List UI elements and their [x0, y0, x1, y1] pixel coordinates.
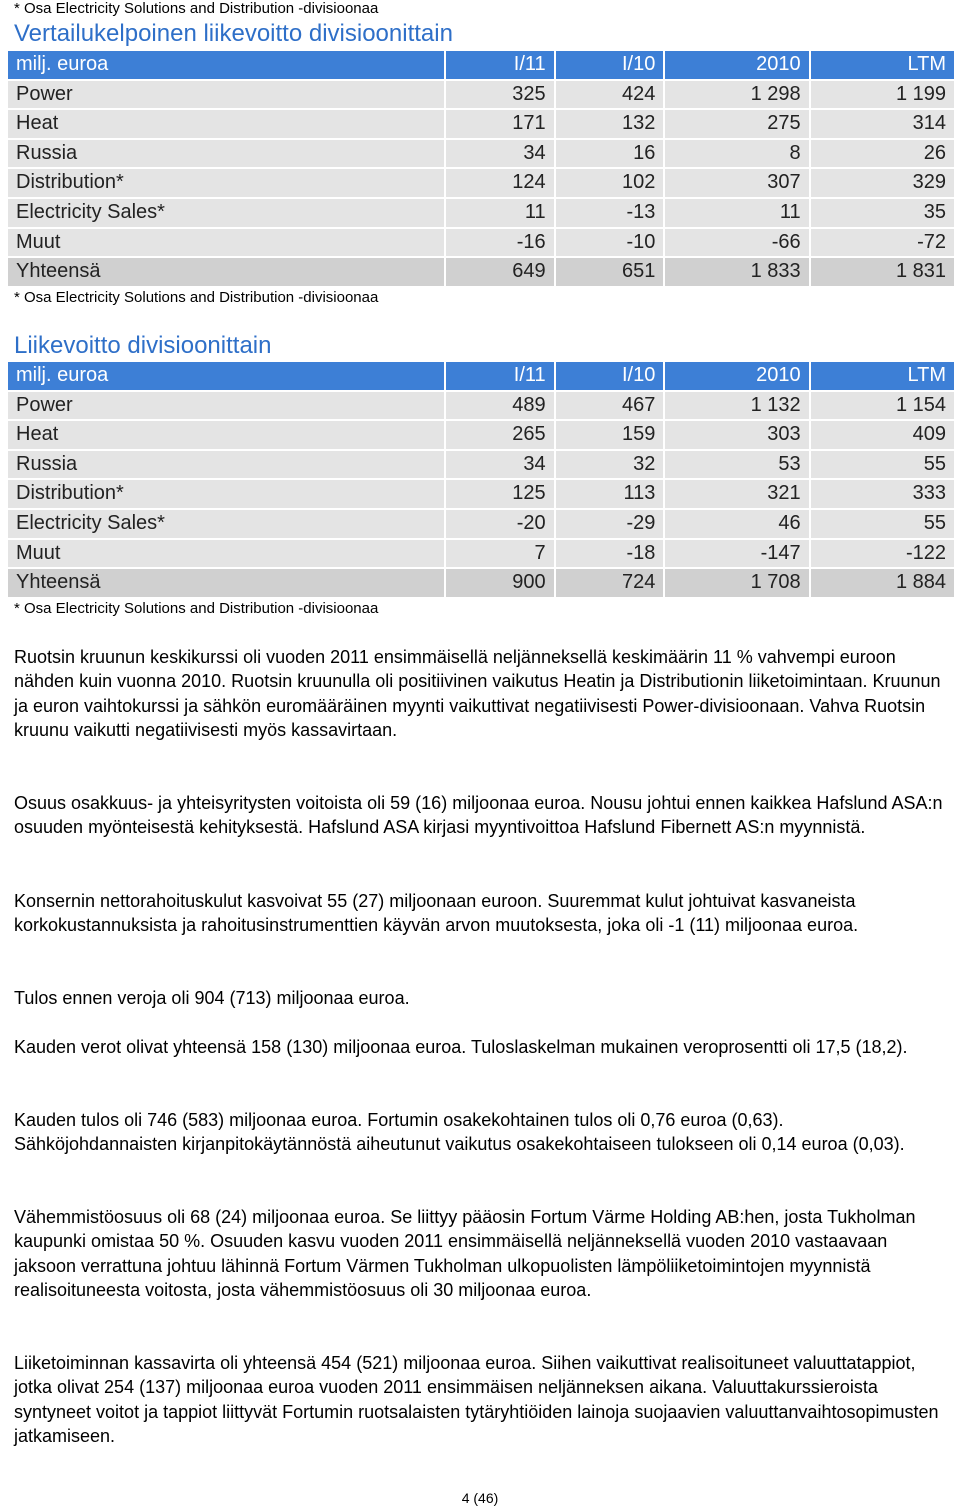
cell-value: 34	[444, 140, 554, 168]
cell-value: 265	[444, 421, 554, 449]
row-label: Electricity Sales*	[8, 510, 444, 538]
table-row	[8, 421, 954, 449]
column-header: milj. euroa	[8, 362, 444, 390]
cell-value: 34	[444, 451, 554, 479]
cell-value: 171	[444, 110, 554, 138]
cell-value: 159	[554, 421, 664, 449]
table-row	[8, 540, 954, 568]
column-header: 2010	[663, 362, 808, 390]
cell-value: 1 884	[809, 569, 954, 597]
paragraph-exchange-rate: Ruotsin kruunun keskikurssi oli vuoden 2011 ensimmäisellä neljänneksellä keskimäärin 11 % vahvempi euroon nähden kuin vuonna 2010. Ruotsin kruunulla oli positiivinen vaikutus Heatin ja Distributionin liiketoimintaan. Kruunun ja euron vaihtokurssi ja sähkön euromääräinen myynti vaikuttivat negatiivisesti Power-divisioonaan. Vahva Ruotsin kruunu vaikutti negatiivisesti myös kassavirtaan.	[14, 647, 941, 741]
cell-value: 8	[663, 140, 808, 168]
row-label: Electricity Sales*	[8, 199, 444, 227]
cell-value: -122	[809, 540, 954, 568]
table2-title: Liikevoitto divisioonittain	[14, 332, 272, 359]
cell-value: 55	[809, 510, 954, 538]
table-row	[8, 169, 954, 197]
cell-value: 275	[663, 110, 808, 138]
cell-value: 102	[554, 169, 664, 197]
paragraph-minority-interest: Vähemmistöosuus oli 68 (24) miljoonaa euroa. Se liittyy pääosin Fortum Värme Holding AB:hen, josta Tukholman kaupunki omistaa 50 %. Osuuden kasvu vuoden 2011 ensimmäisellä neljänneksellä vuoden 2010 vastaavaan jaksoon verrattuna johtuu lähinnä Fortum Värmen Tukholman ulkopuolisten lämpöliiketoimintojen myynnistä realisoituneesta voitosta, josta vähemmistöosuus oli 30 miljoonaa euroa.	[14, 1207, 916, 1301]
column-header: LTM	[809, 362, 954, 390]
cell-value: -13	[554, 199, 664, 227]
table-row	[8, 392, 954, 420]
row-label: Russia	[8, 451, 444, 479]
cell-value: 329	[809, 169, 954, 197]
column-header: I/11	[444, 51, 554, 79]
cell-value: 489	[444, 392, 554, 420]
cell-value: 467	[554, 392, 664, 420]
column-header: I/10	[554, 51, 664, 79]
operating-profit-table	[8, 360, 954, 599]
cell-value: 46	[663, 510, 808, 538]
cell-value: 307	[663, 169, 808, 197]
cell-value: 7	[444, 540, 554, 568]
cell-value: 113	[554, 480, 664, 508]
table-total-row	[8, 258, 954, 286]
column-header: I/10	[554, 362, 664, 390]
cell-value: 11	[663, 199, 808, 227]
cell-value: 1 199	[809, 81, 954, 109]
table-row	[8, 140, 954, 168]
cell-value: 35	[809, 199, 954, 227]
cell-value: -16	[444, 229, 554, 257]
cell-value: 333	[809, 480, 954, 508]
paragraph-associates: Osuus osakkuus- ja yhteisyritysten voitoista oli 59 (16) miljoonaa euroa. Nousu johtui ennen kaikkea Hafslund ASA:n osuuden myönteisestä kehityksestä. Hafslund ASA kirjasi myyntivoittoa Hafslund Fibernett AS:n myynnistä.	[14, 793, 943, 838]
cell-value: 26	[809, 140, 954, 168]
column-header: milj. euroa	[8, 51, 444, 79]
cell-value: -10	[554, 229, 664, 257]
paragraph-period-profit: Kauden tulos oli 746 (583) miljoonaa euroa. Fortumin osakekohtainen tulos oli 0,76 euroa (0,63). Sähköjohdannaisten kirjanpitokäytännöstä aiheutunut vaikutus osakekohtaiseen tulokseen oli 0,14 euroa (0,03).	[14, 1110, 905, 1155]
paragraph-profit-before-tax: Tulos ennen veroja oli 904 (713) miljoonaa euroa.	[14, 988, 410, 1008]
table1-title: Vertailukelpoinen liikevoitto divisioonittain	[14, 20, 453, 47]
row-label: Power	[8, 392, 444, 420]
header-footnote: * Osa Electricity Solutions and Distribution -divisioonaa	[14, 0, 379, 17]
cell-value: -18	[554, 540, 664, 568]
table-row	[8, 451, 954, 479]
cell-value: 649	[444, 258, 554, 286]
table2-footnote: * Osa Electricity Solutions and Distribution -divisioonaa	[14, 600, 379, 617]
comparable-operating-profit-table	[8, 49, 954, 288]
paragraph-taxes: Kauden verot olivat yhteensä 158 (130) miljoonaa euroa. Tuloslaskelman mukainen veroprosentti oli 17,5 (18,2).	[14, 1037, 908, 1057]
paragraph-cash-flow: Liiketoiminnan kassavirta oli yhteensä 454 (521) miljoonaa euroa. Siihen vaikuttivat realisoituneet valuuttatappiot, jotka olivat 254 (137) miljoonaa euroa vuoden 2011 ensimmäisen neljänneksen aikana. Valuuttakurssieroista syntyneet voitot ja tappiot liittyvät Fortumin ruotsalaisten tytäryhtiöiden lainoja suojaavien valuuttanvaihtosopimusten jatkamiseen.	[14, 1353, 939, 1447]
row-label: Muut	[8, 540, 444, 568]
cell-value: 11	[444, 199, 554, 227]
table-total-row	[8, 569, 954, 597]
column-header: 2010	[663, 51, 808, 79]
row-label: Russia	[8, 140, 444, 168]
column-header: LTM	[809, 51, 954, 79]
row-label: Distribution*	[8, 480, 444, 508]
row-label: Muut	[8, 229, 444, 257]
cell-value: 125	[444, 480, 554, 508]
table-header-row	[8, 362, 954, 390]
table-header-row	[8, 51, 954, 79]
row-label: Heat	[8, 110, 444, 138]
cell-value: 651	[554, 258, 664, 286]
cell-value: 124	[444, 169, 554, 197]
cell-value: 1 154	[809, 392, 954, 420]
paragraph-financial-costs: Konsernin nettorahoituskulut kasvoivat 55 (27) miljoonaan euroon. Suuremmat kulut johtuivat kasvaneista korkokustannuksista ja rahoitusinstrumenttien käyvän arvon muutoksesta, joka oli -1 (11) miljoonaa euroa.	[14, 891, 859, 936]
cell-value: -72	[809, 229, 954, 257]
cell-value: 1 831	[809, 258, 954, 286]
cell-value: 16	[554, 140, 664, 168]
table-row	[8, 199, 954, 227]
cell-value: 409	[809, 421, 954, 449]
table-row	[8, 229, 954, 257]
cell-value: 900	[444, 569, 554, 597]
cell-value: 724	[554, 569, 664, 597]
cell-value: 32	[554, 451, 664, 479]
table-row	[8, 510, 954, 538]
column-header: I/11	[444, 362, 554, 390]
page-number: 4 (46)	[461, 1490, 499, 1506]
cell-value: 53	[663, 451, 808, 479]
cell-value: 325	[444, 81, 554, 109]
table-row	[8, 110, 954, 138]
cell-value: -66	[663, 229, 808, 257]
table1-footnote: * Osa Electricity Solutions and Distribution -divisioonaa	[14, 289, 379, 306]
cell-value: -147	[663, 540, 808, 568]
cell-value: 1 833	[663, 258, 808, 286]
cell-value: 132	[554, 110, 664, 138]
cell-value: 314	[809, 110, 954, 138]
table-row	[8, 480, 954, 508]
cell-value: 424	[554, 81, 664, 109]
cell-value: 1 132	[663, 392, 808, 420]
row-label: Heat	[8, 421, 444, 449]
row-label: Yhteensä	[8, 569, 444, 597]
cell-value: 55	[809, 451, 954, 479]
cell-value: 1 298	[663, 81, 808, 109]
cell-value: -29	[554, 510, 664, 538]
cell-value: 1 708	[663, 569, 808, 597]
row-label: Power	[8, 81, 444, 109]
cell-value: 321	[663, 480, 808, 508]
table-row	[8, 81, 954, 109]
row-label: Distribution*	[8, 169, 444, 197]
cell-value: 303	[663, 421, 808, 449]
row-label: Yhteensä	[8, 258, 444, 286]
cell-value: -20	[444, 510, 554, 538]
